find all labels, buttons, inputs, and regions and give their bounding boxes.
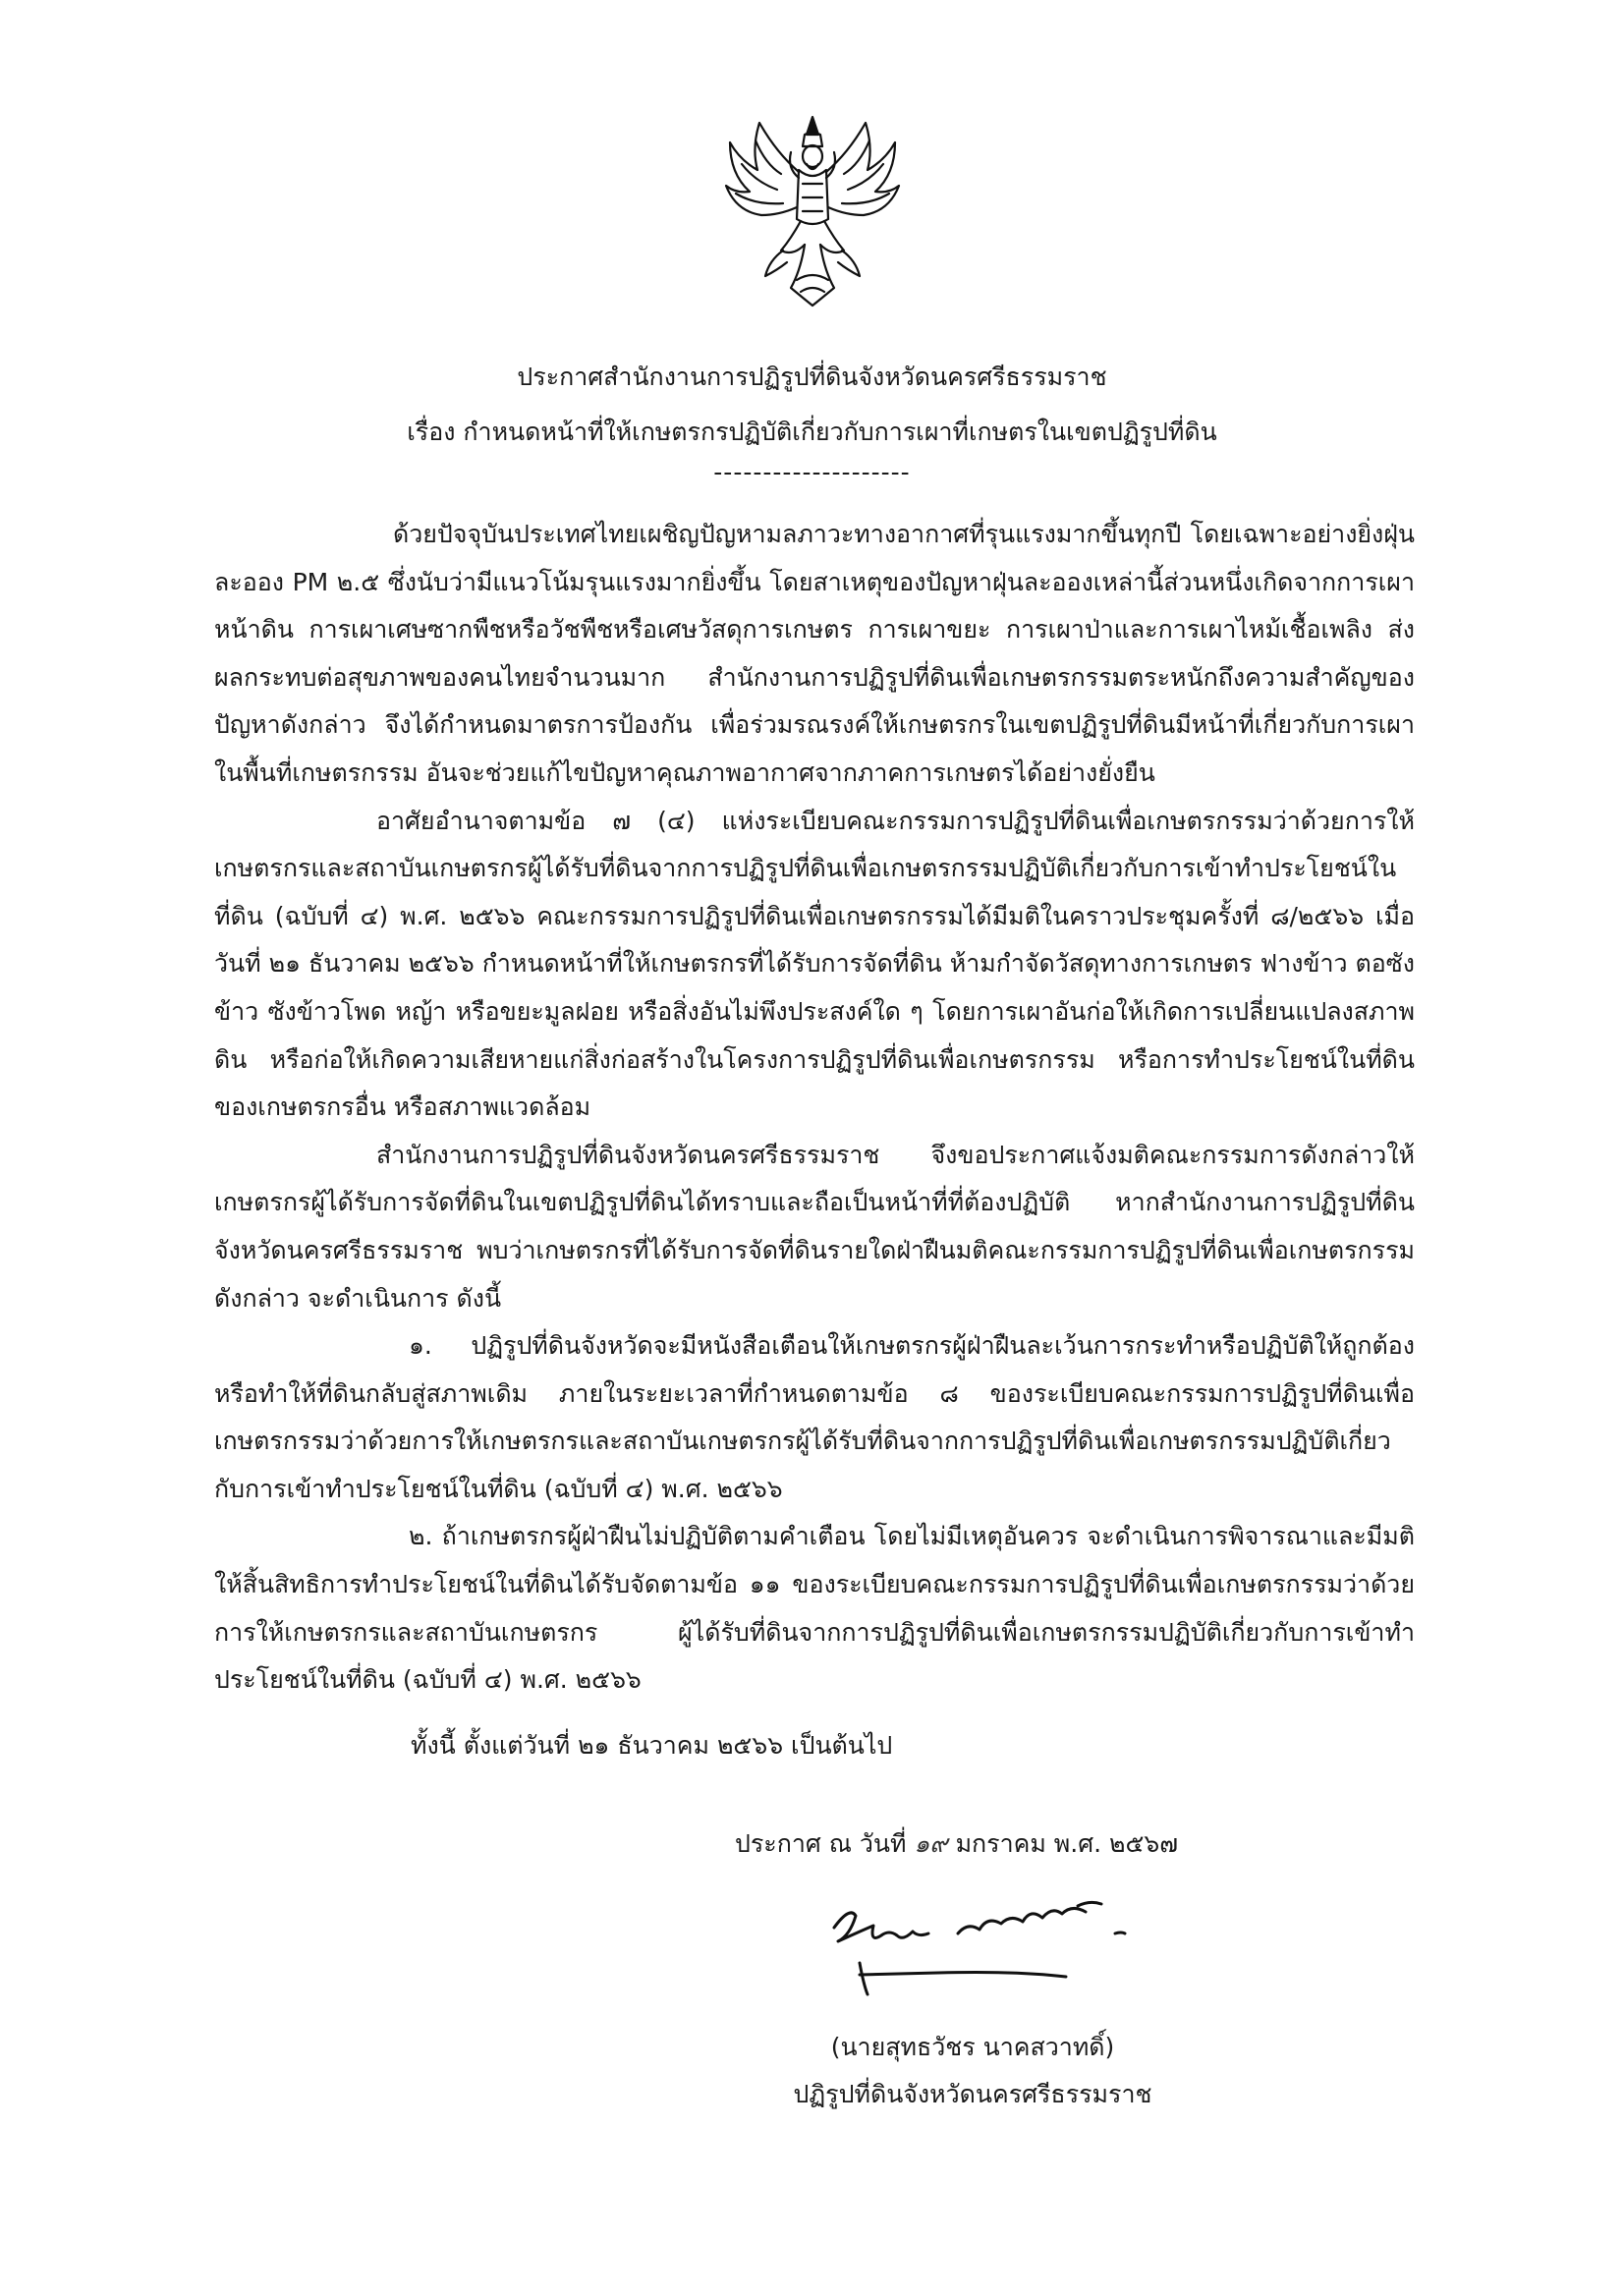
signatory-name: (นายสุทธวัชร นาคสวาทดิ์) (830, 2033, 1115, 2061)
paragraph-authority: อาศัยอำนาจตามข้อ ๗ (๔) แห่งระเบียบคณะกรรมการปฏิรูปที่ดินเพื่อเกษตรกรรมว่าด้วยการให้เกษตรกรและสถาบันเกษตรกรผู้ได้รับที่ดินจากการปฏิรูปที่ดินเพื่อเกษตรกรรมปฏิบัติเกี่ยวกับการเข้าทำประโยชน์ในที่ดิน (ฉบับที่ ๔) พ.ศ. ๒๕๖๖ คณะกรรมการปฏิรูปที่ดินเพื่อเกษตรกรรมได้มีมติในคราวประชุมครั้งที่ ๘/๒๕๖๖ เมื่อวันที่ ๒๑ ธันวาคม ๒๕๖๖ กำหนดหน้าที่ให้เกษตรกรที่ได้รับการจัดที่ดิน ห้ามกำจัดวัสดุทางการเกษตร ฟางข้าว ตอซังข้าว ซังข้าวโพด หญ้า หรือขยะมูลฝอย หรือสิ่งอันไม่พึงประสงค์ใด ๆ โดยการเผาอันก่อให้เกิดการเปลี่ยนแปลงสภาพดิน หรือก่อให้เกิดความเสียหายแก่สิ่งก่อสร้างในโครงการปฏิรูปที่ดินเพื่อเกษตรกรรม หรือการทำประโยชน์ในที่ดินของเกษตรกรอื่น หรือสภาพแวดล้อม (214, 806, 1415, 1122)
list-item-revocation: ๒. ถ้าเกษตรกรผู้ฝ่าฝืนไม่ปฏิบัติตามคำเตือน โดยไม่มีเหตุอันควร จะดำเนินการพิจารณาและมีมติให้สิ้นสิทธิการทำประโยชน์ในที่ดินได้รับจัดตามข้อ ๑๑ ของระเบียบคณะกรรมการปฏิรูปที่ดินเพื่อเกษตรกรรมว่าด้วยการให้เกษตรกรและสถาบันเกษตรกร ผู้ได้รับที่ดินจากการปฏิรูปที่ดินเพื่อเกษตรกรรมปฏิบัติเกี่ยวกับการเข้าทำประโยชน์ในที่ดิน (ฉบับที่ ๔) พ.ศ. ๒๕๖๖ (214, 1522, 1415, 1695)
paragraph-notice: สำนักงานการปฏิรูปที่ดินจังหวัดนครศรีธรรมราช จึงขอประกาศแจ้งมติคณะกรรมการดังกล่าวให้เกษตรกรผู้ได้รับการจัดที่ดินในเขตปฏิรูปที่ดินได้ทราบและถือเป็นหน้าที่ที่ต้องปฏิบัติ หากสำนักงานการปฏิรูปที่ดินจังหวัดนครศรีธรรมราช พบว่าเกษตรกรที่ได้รับการจัดที่ดินรายใดฝ่าฝืนมติคณะกรรมการปฏิรูปที่ดินเพื่อเกษตรกรรมดังกล่าว จะดำเนินการ ดังนี้ (214, 1140, 1415, 1313)
date-prefix: ประกาศ ณ วันที่ (735, 1829, 907, 1858)
paragraph-background: ด้วยปัจจุบันประเทศไทยเผชิญปัญหามลภาวะทางอากาศที่รุนแรงมากขึ้นทุกปี โดยเฉพาะอย่างยิ่งฝุ่นละออง PM ๒.๕ ซึ่งนับว่ามีแนวโน้มรุนแรงมากยิ่งขึ้น โดยสาเหตุของปัญหาฝุ่นละอองเหล่านี้ส่วนหนึ่งเกิดจากการเผาหน้าดิน การเผาเศษซากพืชหรือวัชพืชหรือเศษวัสดุการเกษตร การเผาขยะ การเผาป่าและการเผาไหม้เชื้อเพลิง ส่งผลกระทบต่อสุขภาพของคนไทยจำนวนมาก สำนักงานการปฏิรูปที่ดินเพื่อเกษตรกรรมตระหนักถึงความสำคัญของปัญหาดังกล่าว จึงได้กำหนดมาตรการป้องกัน เพื่อร่วมรณรงค์ให้เกษตรกรในเขตปฏิรูปที่ดินมีหน้าที่เกี่ยวกับการเผาในพื้นที่เกษตรกรรม อันจะช่วยแก้ไขปัญหาคุณภาพอากาศจากภาคการเกษตรได้อย่างยั่งยืน (214, 520, 1415, 787)
effective-date-statement: ทั้งนี้ ตั้งแต่วันที่ ๒๑ ธันวาคม ๒๕๖๖ เป็นต้นไป (411, 1730, 893, 1760)
announcement-subject: เรื่อง กำหนดหน้าที่ให้เกษตรกรปฏิบัติเกี่ยวกับการเผาที่เกษตรในเขตปฏิรูปที่ดิน (407, 418, 1217, 446)
date-suffix: มกราคม พ.ศ. ๒๕๖๗ (955, 1829, 1179, 1858)
header-divider: -------------------- (713, 458, 911, 486)
signature-icon (820, 1886, 1194, 1999)
announcement-date (735, 1824, 1178, 1864)
garuda-emblem-icon (722, 113, 904, 309)
announcement-body (214, 511, 1415, 1769)
list-item-warning: ๑. ปฏิรูปที่ดินจังหวัดจะมีหนังสือเตือนให้เกษตรกรผู้ฝ่าฝืนละเว้นการกระทำหรือปฏิบัติให้ถูกต้องหรือทำให้ที่ดินกลับสู่สภาพเดิม ภายในระยะเวลาที่กำหนดตามข้อ ๘ ของระเบียบคณะกรรมการปฏิรูปที่ดินเพื่อเกษตรกรรมว่าด้วยการให้เกษตรกรและสถาบันเกษตรกรผู้ได้รับที่ดินจากการปฏิรูปที่ดินเพื่อเกษตรกรรมปฏิบัติเกี่ยวกับการเข้าทำประโยชน์ในที่ดิน (ฉบับที่ ๔) พ.ศ. ๒๕๖๖ (214, 1331, 1415, 1503)
date-day-handwritten: ๑๙ (914, 1829, 948, 1858)
signatory-title: ปฏิรูปที่ดินจังหวัดนครศรีธรรมราช (793, 2080, 1152, 2108)
announcement-title: ประกาศสำนักงานการปฏิรูปที่ดินจังหวัดนครศรีธรรมราช (517, 363, 1107, 391)
